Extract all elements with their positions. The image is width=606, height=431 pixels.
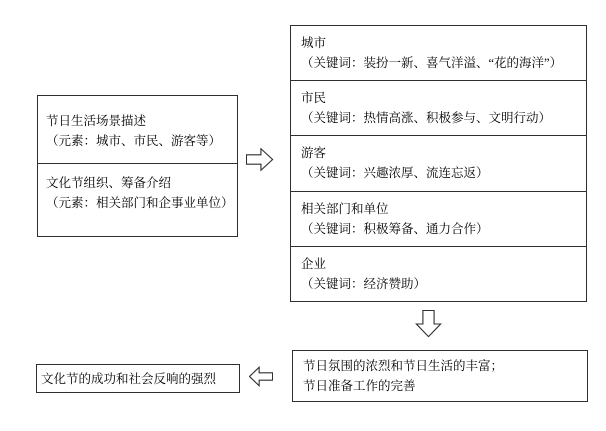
conclusion-text: 文化节的成功和社会反响的强烈 [41, 371, 217, 386]
detail-box [290, 25, 587, 302]
detail-tourists-keywords: （关键词：兴趣浓厚、流连忘返） [301, 166, 489, 181]
conclusion-box [36, 364, 240, 393]
source-organization-subtitle: （元素：相关部门和企事业单位） [46, 196, 234, 210]
detail-citizens-title: 市民 [301, 91, 327, 106]
source-scene-title: 节日生活场景描述 [46, 114, 147, 128]
detail-city-title: 城市 [301, 36, 327, 50]
detail-citizens-keywords: （关键词：热情高涨、积极参与、文明行动） [301, 111, 552, 126]
detail-section-tourists [291, 136, 586, 191]
detail-city-keywords: （关键词：装扮一新、喜气洋溢、“花的海洋”） [301, 56, 563, 70]
result-line-2: 节日准备工作的完善 [303, 379, 416, 393]
result-box [292, 350, 588, 402]
detail-tourists-title: 游客 [301, 146, 327, 161]
detail-section-citizens [291, 81, 586, 136]
left-arrow-icon [249, 366, 273, 387]
detail-enterprises-title: 企业 [301, 256, 327, 271]
detail-section-enterprises [291, 247, 586, 301]
source-box [37, 95, 238, 237]
right-arrow-icon [246, 147, 274, 172]
source-scene-subtitle: （元素：城市、市民、游客等） [46, 134, 222, 148]
detail-section-departments [291, 192, 586, 247]
source-organization-title: 文化节组织、筹备介绍 [46, 176, 172, 190]
result-line-1: 节日氛围的浓烈和节日生活的丰富； [303, 359, 504, 373]
detail-departments-title: 相关部门和单位 [301, 201, 389, 216]
source-section-scene [38, 96, 237, 164]
source-section-organization [38, 164, 237, 213]
detail-departments-keywords: （关键词：积极筹备、通力合作） [301, 221, 489, 236]
down-arrow-icon [414, 310, 443, 338]
detail-enterprises-keywords: （关键词：经济赞助） [301, 276, 427, 291]
detail-section-city [291, 26, 586, 81]
